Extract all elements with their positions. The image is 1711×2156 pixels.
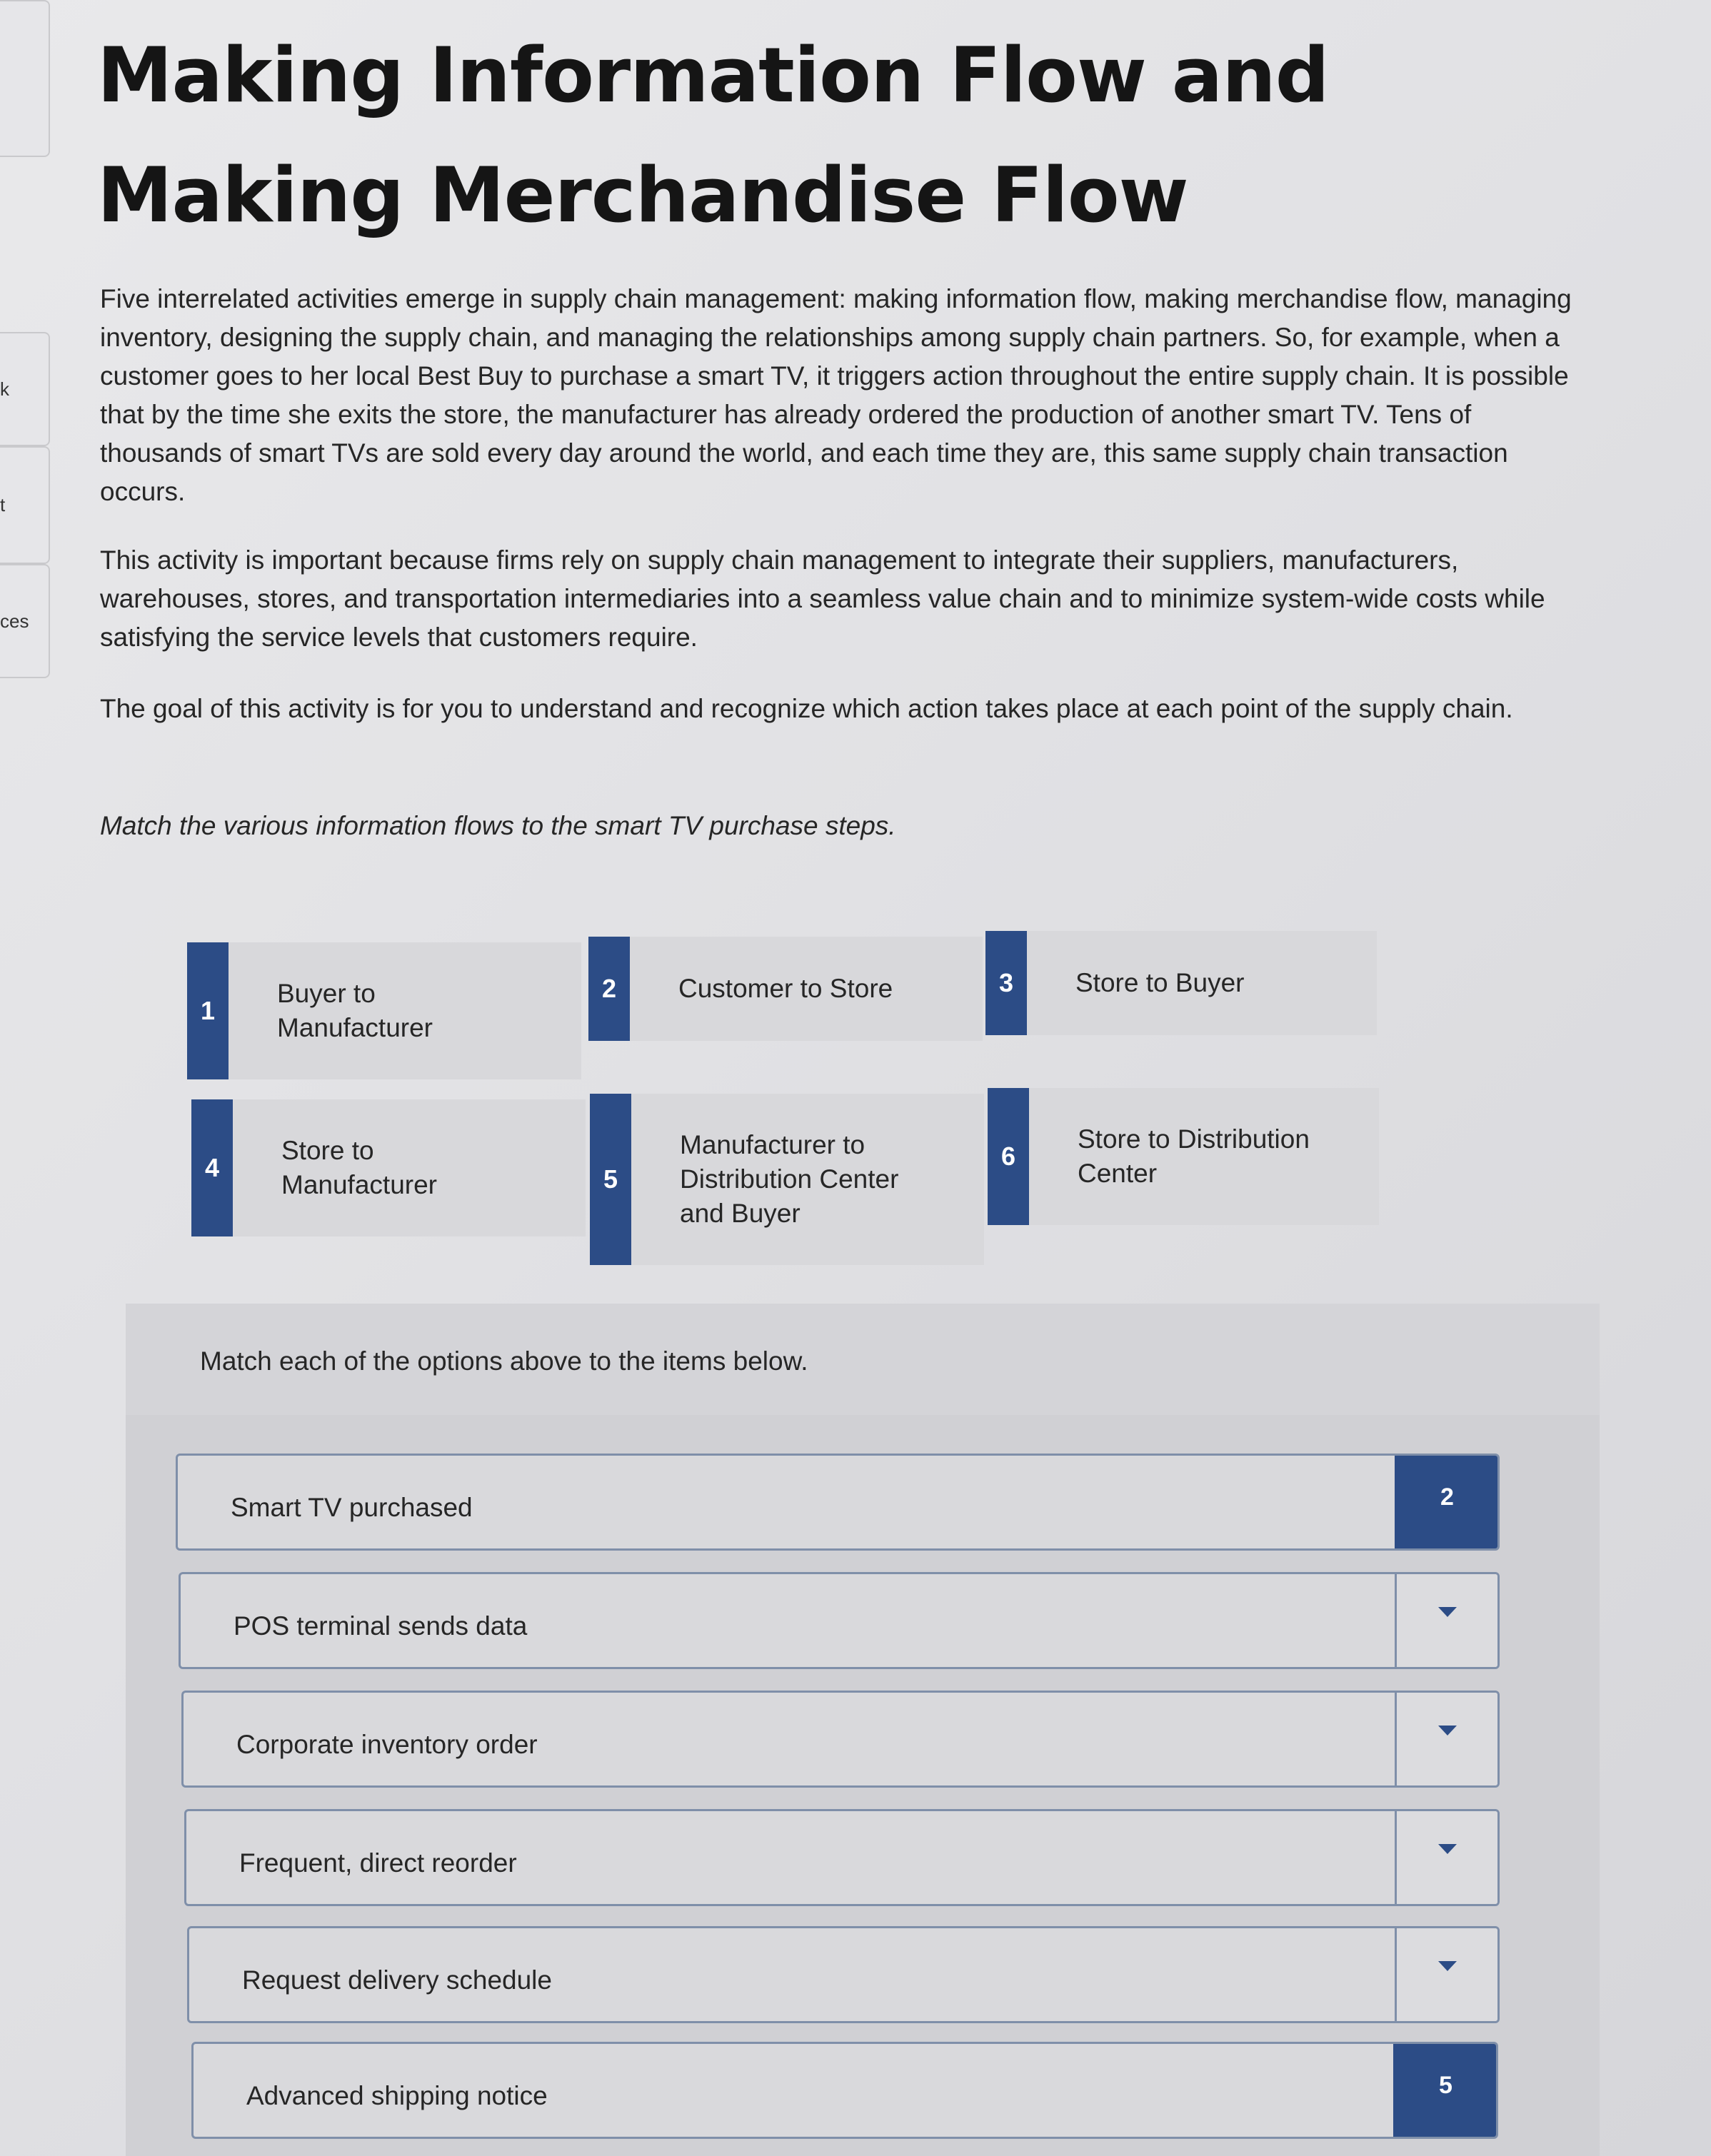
answer-dropdown[interactable] <box>1395 1928 1497 2021</box>
option-label: Store to Buyer <box>1075 968 1245 997</box>
option-label: Manufacturer to Distribution Center and Buyer <box>680 1130 899 1228</box>
sidebar-tab[interactable] <box>0 332 50 446</box>
match-item-text: POS terminal sends data <box>234 1611 528 1641</box>
sidebar-tab-label: ces <box>0 610 29 632</box>
option-label: Store to Distribution Center <box>1078 1124 1310 1188</box>
sidebar-tab-label: t <box>0 494 6 515</box>
matching-instruction: Match each of the options above to the items below. <box>200 1346 808 1376</box>
importance-paragraph: This activity is important because firms rely on supply chain management to integrate their suppliers, manufacturers, warehouses, stores, and transportation intermediaries into a seamless value chain and to minimize system-wide costs while satisfying the service levels that customers require. <box>100 545 1545 652</box>
sidebar-tab[interactable] <box>0 0 50 157</box>
match-row-corporate-inventory-order[interactable] <box>181 1691 1500 1788</box>
match-item-text: Frequent, direct reorder <box>239 1848 517 1878</box>
option-card-6[interactable] <box>988 1088 1379 1225</box>
option-number: 1 <box>187 942 229 1079</box>
option-card-5[interactable] <box>590 1094 984 1265</box>
option-label: Buyer to Manufacturer <box>277 979 433 1042</box>
answer-dropdown[interactable] <box>1395 1693 1497 1785</box>
option-card-2[interactable] <box>588 937 983 1041</box>
activity-instruction: Match the various information flows to the smart TV purchase steps. <box>100 811 896 840</box>
match-row-request-delivery-schedule[interactable] <box>187 1926 1500 2023</box>
option-number: 5 <box>590 1094 631 1265</box>
chevron-down-icon <box>1438 1607 1457 1617</box>
match-row-advanced-shipping-notice[interactable] <box>191 2042 1498 2139</box>
match-item-text: Advanced shipping notice <box>246 2081 548 2110</box>
sidebar-tab-label: k <box>0 378 9 400</box>
page-title: Making Information Flow and Making Merchandise Flow <box>97 31 1329 239</box>
goal-paragraph: The goal of this activity is for you to understand and recognize which action takes place at each point of the supply chain. <box>100 694 1513 723</box>
option-card-3[interactable] <box>985 931 1377 1035</box>
intro-paragraph: Five interrelated activities emerge in supply chain management: making information flow, making merchandise flow, managing inventory, designing the supply chain, and managing the relationships among supply chain partners. So, for example, when a customer goes to her local Best Buy to purchase a smart TV, it triggers action throughout the entire supply chain. It is possible that by the time she exits the store, the manufacturer has already ordered the production of another smart TV. Tens of thousands of smart TVs are sold every day around the world, and each time they are, this same supply chain transaction occurs. <box>100 284 1572 506</box>
option-label: Store to Manufacturer <box>281 1136 437 1199</box>
left-sidebar <box>0 0 54 678</box>
match-item-text: Request delivery schedule <box>242 1965 552 1995</box>
option-number: 4 <box>191 1099 233 1236</box>
answer-dropdown[interactable] <box>1395 1574 1497 1667</box>
answer-slot[interactable]: 2 <box>1395 1456 1497 1548</box>
sidebar-tab[interactable] <box>0 564 50 678</box>
match-item-text: Corporate inventory order <box>236 1730 538 1759</box>
option-card-1[interactable] <box>187 942 581 1079</box>
match-row-smart-tv-purchased[interactable] <box>176 1454 1500 1551</box>
sidebar-tab[interactable] <box>0 446 50 564</box>
option-number: 2 <box>588 937 630 1041</box>
option-number: 6 <box>988 1088 1029 1225</box>
option-number: 3 <box>985 931 1027 1035</box>
chevron-down-icon <box>1438 1844 1457 1854</box>
match-row-pos-terminal[interactable] <box>179 1572 1500 1669</box>
matching-panel-header <box>126 1304 1600 1415</box>
option-card-4[interactable] <box>191 1099 586 1236</box>
chevron-down-icon <box>1438 1726 1457 1736</box>
option-label: Customer to Store <box>678 974 893 1003</box>
chevron-down-icon <box>1438 1961 1457 1971</box>
match-item-text: Smart TV purchased <box>231 1493 473 1522</box>
match-row-frequent-direct-reorder[interactable] <box>184 1809 1500 1906</box>
answer-dropdown[interactable] <box>1395 1811 1497 1904</box>
answer-slot[interactable]: 5 <box>1393 2044 1496 2137</box>
